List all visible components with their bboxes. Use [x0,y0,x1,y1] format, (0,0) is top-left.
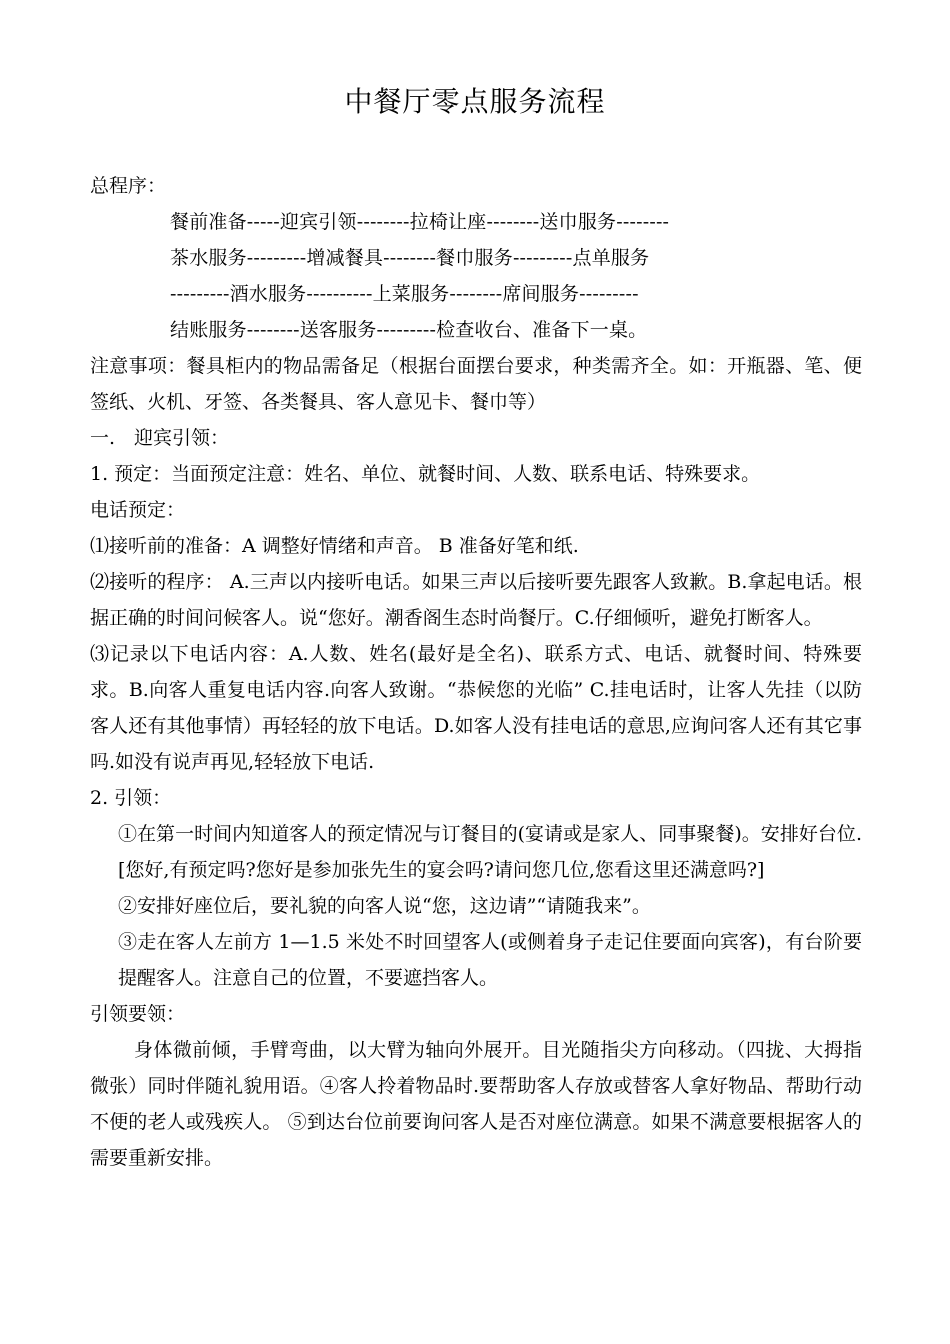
document-title: 中餐厅零点服务流程 [344,85,606,118]
essentials-paragraph: 身体微前倾，手臂弯曲，以大臂为轴向外展开。目光随指尖方向移动。（四拢、大拇指微张）同时伴随礼貌用语。④客人拎着物品时.要帮助客人存放或替客人拿好物品、帮助行动不便的老人或残疾人。 ⑤到达台位前要询问客人是否对座位满意。如果不满意要根据客人的需要重新安排。 [90,1039,862,1169]
guide-item: ②安排好座位后，要礼貌的向客人说“您，这边请”“请随我来”。 [118,895,651,917]
guide-item: ①在第一时间内知道客人的预定情况与订餐目的(宴请或是家人、同事聚餐)。安排好台位.[您好,有预定吗?您好是参加张先生的宴会吗?请问您几位,您看这里还满意吗?] [118,823,862,881]
guide-heading: 2. 引领： [90,787,172,809]
flow-line: 餐前准备-----迎宾引领--------拉椅让座--------送巾服务-------- [170,211,670,233]
document-body [90,168,862,1176]
notes-paragraph: 注意事项：餐具柜内的物品需备足（根据台面摆台要求，种类需齐全。如：开瓶器、笔、便签纸、火机、牙签、各类餐具、客人意见卡、餐巾等） [90,355,862,413]
phone-item: ⑵接听的程序： A.三声以内接听电话。如果三声以后接听要先跟客人致歉。B.拿起电话。根据正确的时间问候客人。说“您好。潮香阁生态时尚餐厅。C.仔细倾听，避免打断客人。 [90,571,862,629]
section1-heading: 一. 迎宾引领： [90,427,230,449]
guide-list [90,816,862,996]
phone-heading: 电话预定： [90,499,186,521]
flow-line: 结账服务--------送客服务---------检查收台、准备下一桌。 [170,319,648,341]
phone-item: ⑴接听前的准备：A 调整好情绪和声音。 B 准备好笔和纸. [90,535,579,557]
flow-line: ---------酒水服务----------上菜服务--------席间服务--------- [170,283,639,305]
phone-item: ⑶记录以下电话内容：A.人数、姓名(最好是全名)、联系方式、电话、就餐时间、特殊要求。B.向客人重复电话内容.向客人致谢。“恭候您的光临” C.挂电话时，让客人先挂（以防客人还有其他事情）再轻轻的放下电话。D.如客人没有挂电话的意思,应询问客人还有其它事吗.如没有说声再见,轻轻放下电话. [90,643,862,773]
essentials-heading: 引领要领： [90,1003,186,1025]
flow-block [90,204,862,348]
flow-line: 茶水服务---------增减餐具--------餐巾服务---------点单服务 [170,247,650,269]
reservation-paragraph: 1. 预定：当面预定注意：姓名、单位、就餐时间、人数、联系电话、特殊要求。 [90,463,761,485]
overall-heading: 总程序： [90,175,167,197]
guide-item: ③走在客人左前方 1—1.5 米处不时回望客人(或侧着身子走记住要面向宾客)，有台阶要提醒客人。注意自己的位置，不要遮挡客人。 [118,931,862,989]
